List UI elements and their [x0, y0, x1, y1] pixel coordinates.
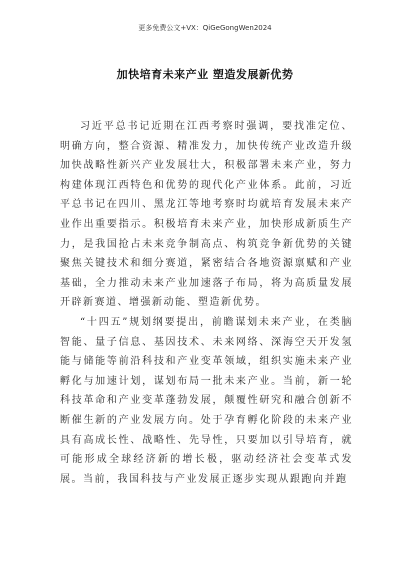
- header-note: 更多免费公文+VX：QiGeGongWen2024: [138, 24, 272, 32]
- body-paragraph-2: “十四五”规划纲要提出，前瞻谋划未来产业，在类脑智能、量子信息、基因技术、未来网络、深海空天开发氢能与储能等前沿科技和产业变革领域，组织实施未来产业孵化与加速计划，谋划布局一批未来产业。当前，新一轮科技革命和产业变革蓬勃发展，颠覆性研究和融合创新不断催生新的产业发展方向。处于孕育孵化阶段的未来产业具有高成长性、战略性、先导性，只要加以引导培育，就可能形成全球经济新的增长极，驱动经济社会变革式发展。当前，我国科技与产业发展正逐步实现从跟跑向并跑: [60, 316, 353, 485]
- body-paragraph-1: 习近平总书记近期在江西考察时强调，要找准定位、明确方向，整合资源、精准发力，加快传统产业改造升级加快战略性新兴产业发展壮大，积极部署未来产业，努力构建体现江西特色和优势的现代化产业体系。此前，习近平总书记在四川、黑龙江等地考察时均就培育发展未来产业作出重要指示。积极培育未来产业，加快形成新质生产力，是我国抢占未来竞争制高点、构筑竞争新优势的关键聚焦关键技术和细分赛道，紧密结合各地资源禀赋和产业基础，全力推动未来产业加速落子布局，将为高质量发展开辟新赛道、增强新动能、塑造新优势。: [60, 121, 353, 309]
- document-body: [60, 117, 353, 489]
- page-title: 加快培育未来产业 塑造发展新优势: [116, 68, 294, 81]
